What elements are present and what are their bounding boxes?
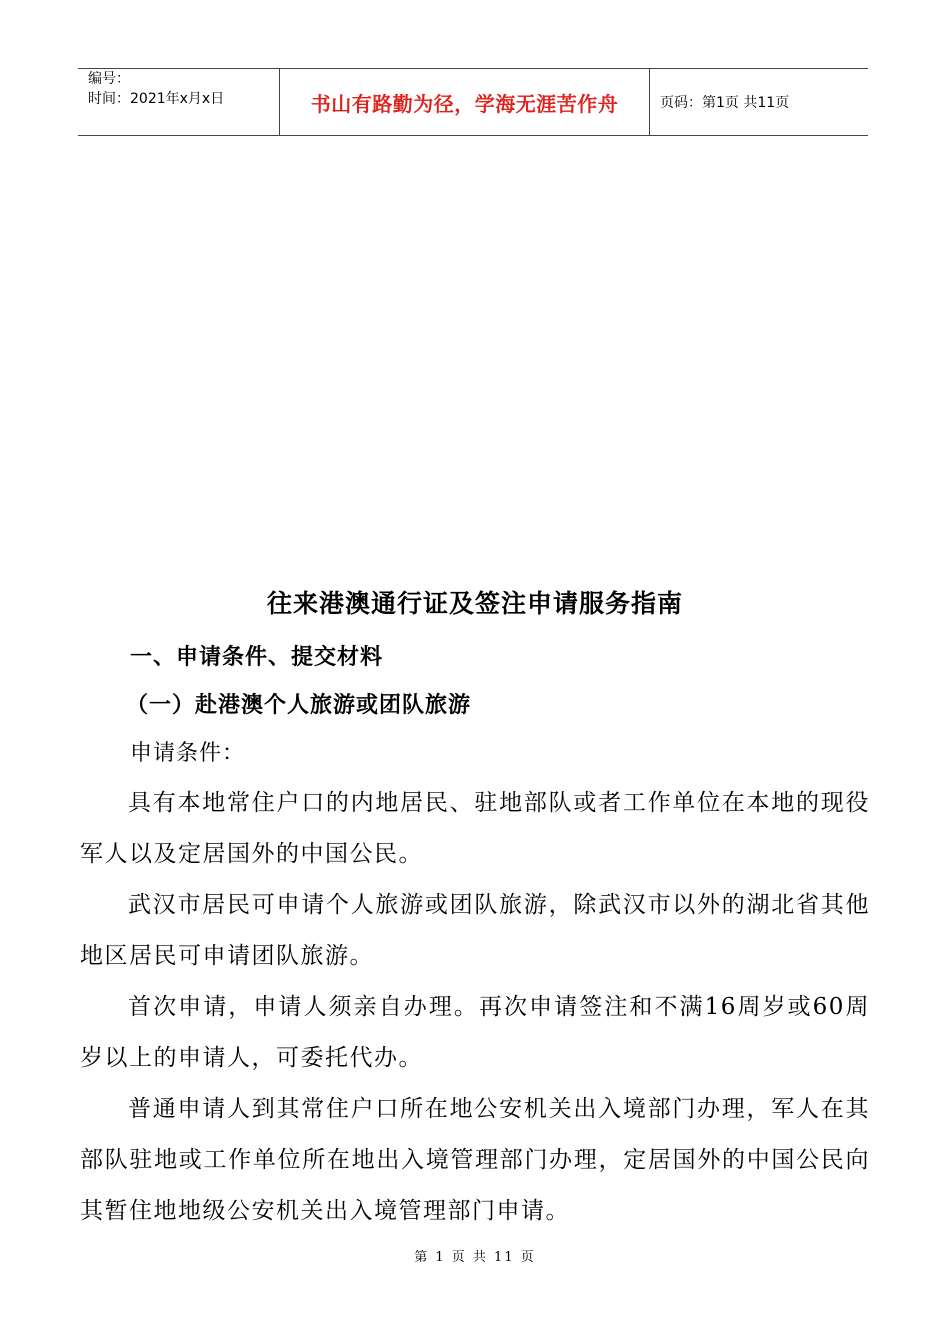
header-table: [78, 68, 868, 136]
subsection-heading: （一）赴港澳个人旅游或团队旅游: [126, 693, 472, 718]
paragraph-first-application: 首次申请，申请人须亲自办理。再次申请签注和不满16周岁或60周岁以上的申请人，可委托代办。: [80, 994, 870, 1071]
document-title: 往来港澳通行证及签注申请服务指南: [266, 589, 683, 618]
paragraph-where-to-apply: 普通申请人到其常住户口所在地公安机关出入境部门办理，军人在其部队驻地或工作单位所在地出入境管理部门办理，定居国外的中国公民向其暂住地地级公安机关出入境管理部门申请。: [80, 1096, 870, 1224]
paragraph-regions: 武汉市居民可申请个人旅游或团队旅游，除武汉市以外的湖北省其他地区居民可申请团队旅游。: [80, 892, 870, 969]
section-heading: 一、申请条件、提交材料: [130, 645, 384, 670]
time-label: 时间：2021年x月x日: [88, 91, 225, 107]
page-code: 页码：第1页 共11页: [660, 95, 790, 111]
header-motto-cell: [280, 69, 650, 135]
header-meta-cell: [78, 69, 280, 135]
motto-text: 书山有路勤为径，学海无涯苦作舟: [310, 91, 619, 116]
number-label: 编号：: [88, 71, 130, 87]
conditions-label: 申请条件：: [130, 741, 246, 766]
page-footer: 第 1 页 共 11 页: [414, 1250, 536, 1265]
paragraph-eligibility: 具有本地常住户口的内地居民、驻地部队或者工作单位在本地的现役军人以及定居国外的中国公民。: [80, 790, 870, 867]
header-page-cell: [650, 69, 868, 135]
